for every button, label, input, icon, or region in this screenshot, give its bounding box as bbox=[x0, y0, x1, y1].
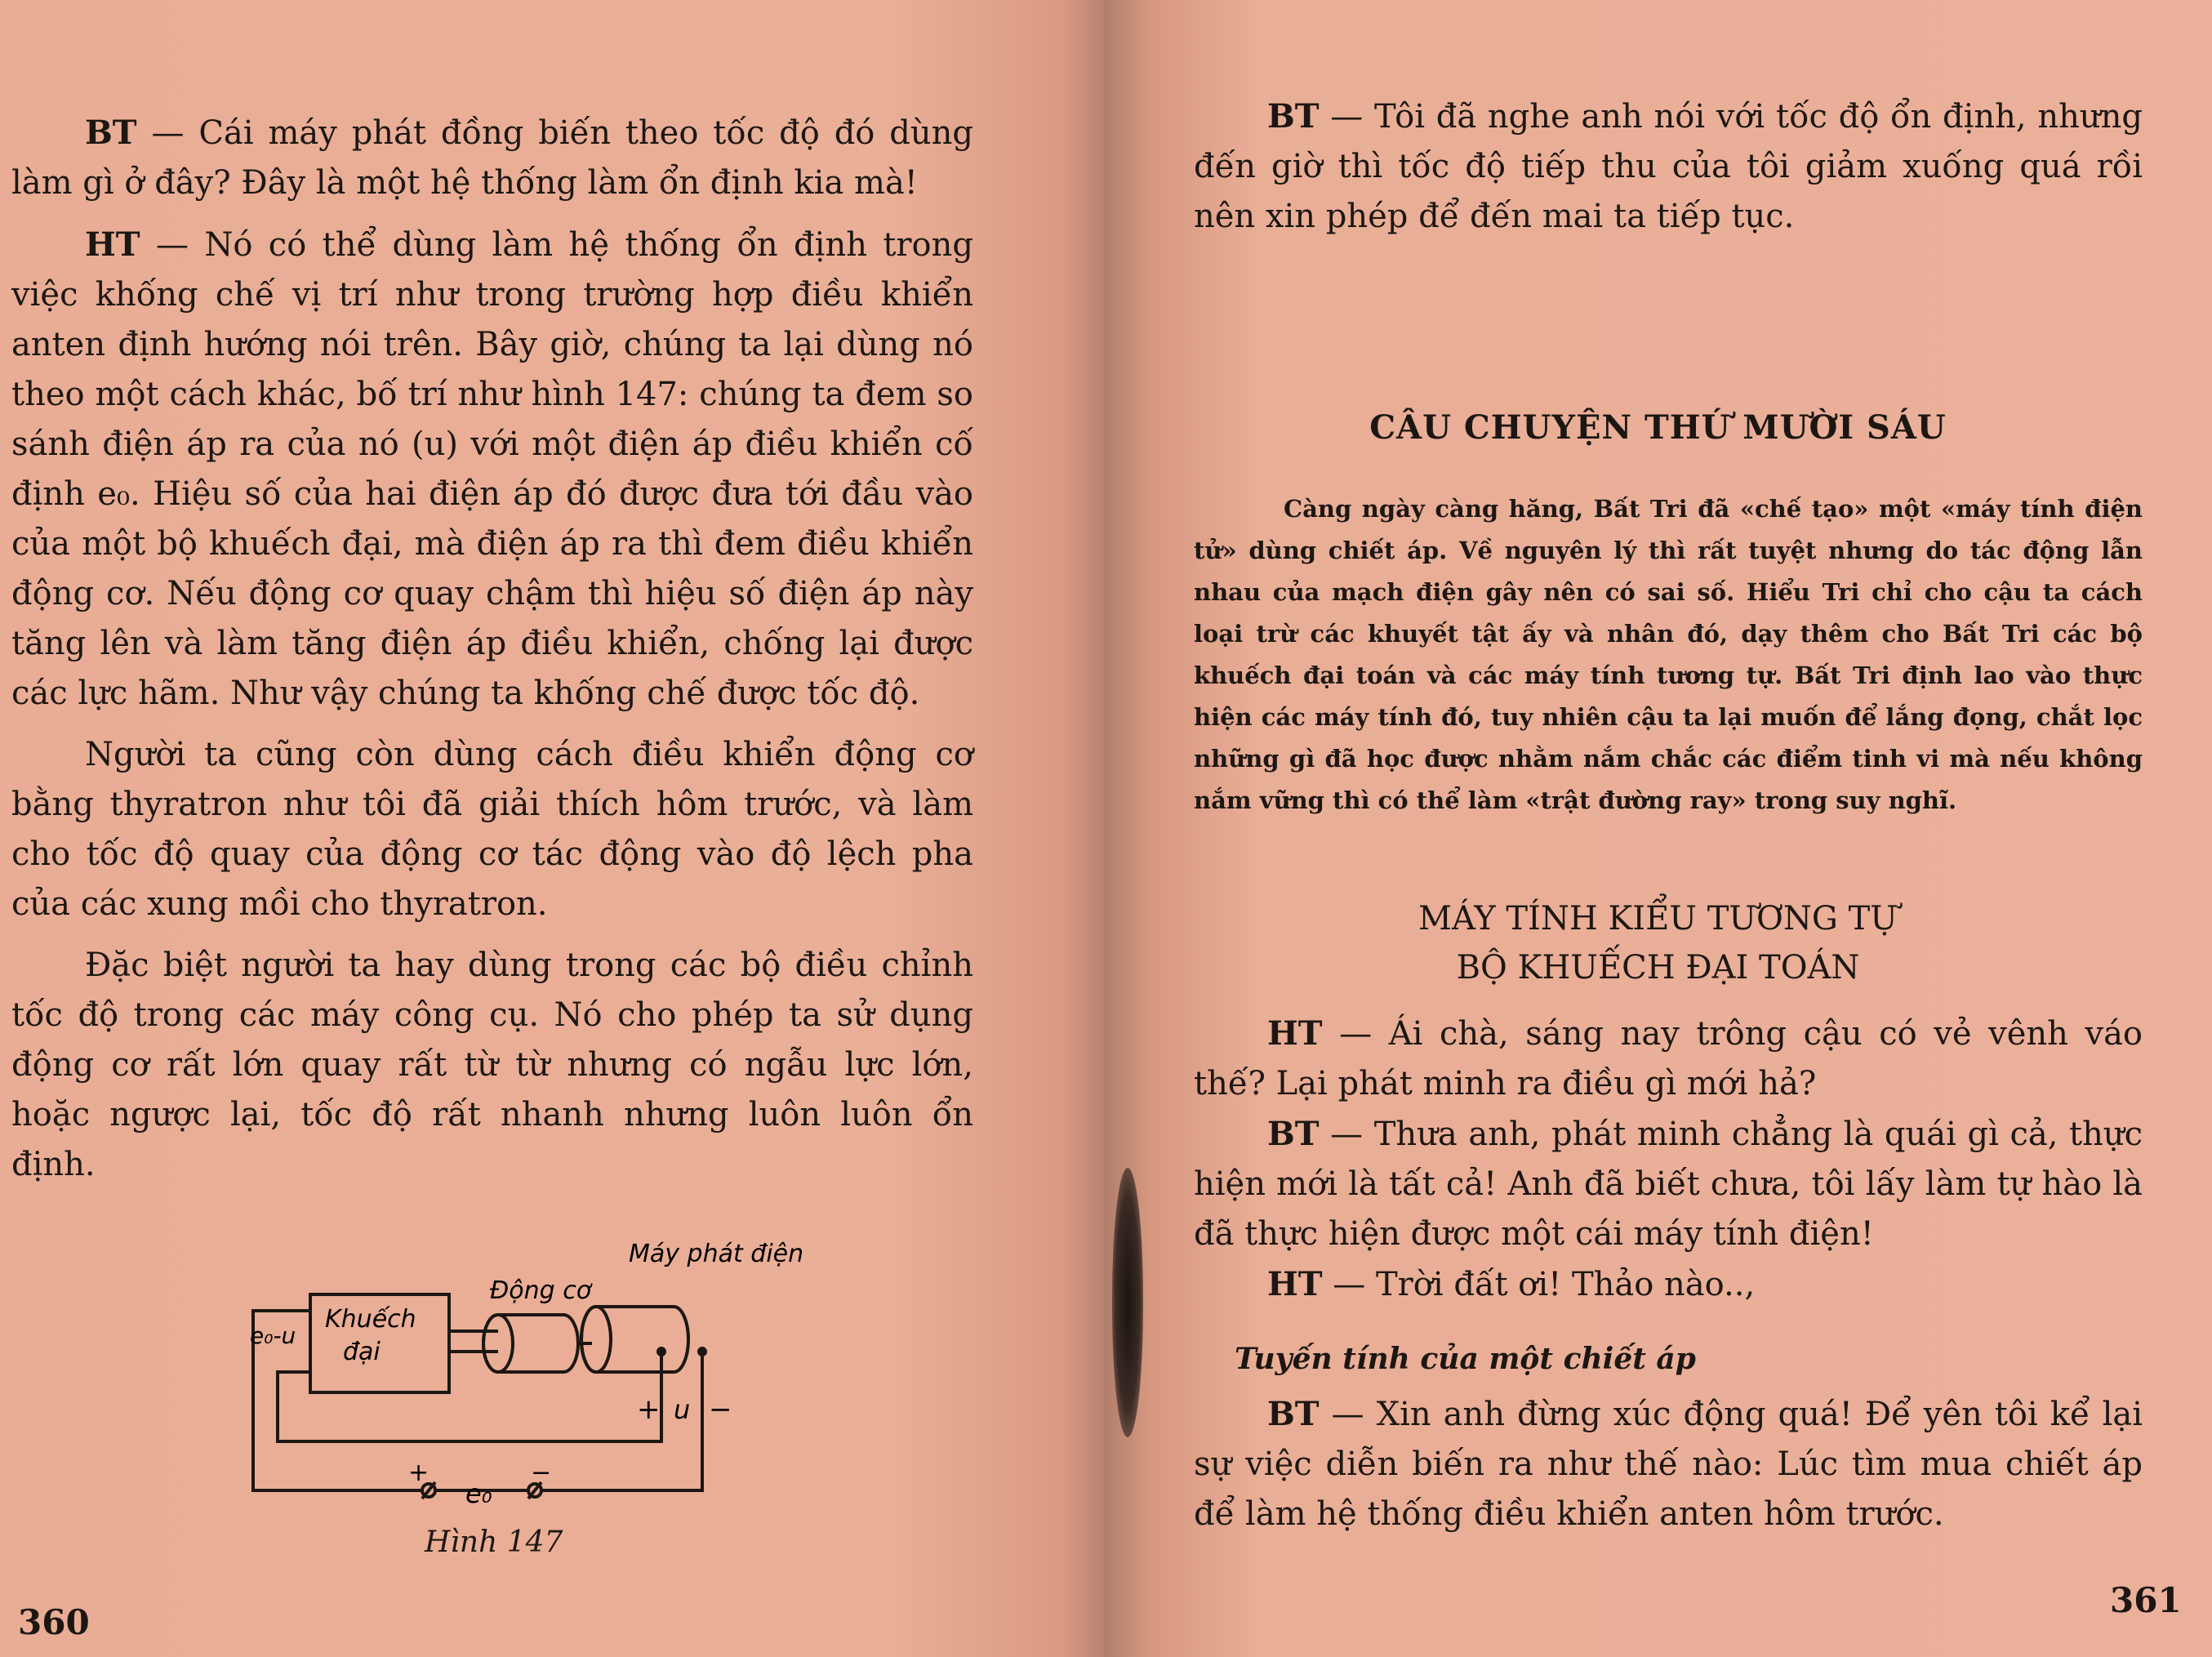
right-page-body-text bbox=[1194, 1009, 2143, 1539]
paragraph bbox=[1194, 1389, 2143, 1539]
generator-shape bbox=[581, 1307, 688, 1372]
paragraph-text: — Tôi đã nghe anh nói với tốc độ ổn định, nhưng đến giờ thì tốc độ tiếp thu của tôi giảm xuống quá rồi nên xin phép để đến mai ta tiếp tục. bbox=[1194, 98, 2143, 235]
paragraph-text: — Cái máy phát đồng biến theo tốc độ đó dùng làm gì ở đây? Đây là một hệ thống làm ổn định kia mà! bbox=[11, 114, 973, 202]
paragraph bbox=[11, 220, 973, 719]
figure-caption: Hình 147 bbox=[425, 1526, 563, 1559]
speaker-label: HT bbox=[85, 225, 140, 264]
paragraph bbox=[1194, 1259, 2143, 1310]
left-page-text bbox=[11, 108, 973, 1190]
paragraph-text: — Trời đất ơi! Thảo nào.., bbox=[1322, 1266, 1756, 1303]
paragraph bbox=[1194, 91, 2143, 242]
chapter-title: CÂU CHUYỆN THỨ MƯỜI SÁU bbox=[1369, 408, 1947, 447]
minus-sign: − bbox=[709, 1393, 732, 1426]
generator-label: Máy phát điện bbox=[629, 1240, 804, 1268]
amplifier-label-line2: đại bbox=[343, 1338, 381, 1366]
paragraph: Người ta cũng còn dùng cách điều khiển động cơ bằng thyratron như tôi đã giải thích hôm trước, và làm cho tốc độ quay của động cơ tác động vào độ lệch pha của các xung mồi cho thyratron. bbox=[11, 736, 973, 923]
left-page bbox=[0, 0, 1104, 1657]
section-title-line2: BỘ KHUẾCH ĐẠI TOÁN bbox=[1456, 949, 1860, 987]
speaker-label: BT bbox=[1267, 97, 1320, 136]
paragraph-text: — Nó có thể dùng làm hệ thống ổn định trong việc khống chế vị trí như trong trường hợp điều khiển anten định hướng nói trên. Bây giờ, chúng ta lại dùng nó theo một cách khác, bố trí như hình 147: chúng ta đem so sánh điện áp ra của nó (u) với một điện áp điều khiển cố định e₀. Hiệu số của hai điện áp đó được đưa tới đầu vào của một bộ khuếch đại, mà điện áp ra thì đem điều khiển động cơ. Nếu động cơ quay chậm thì hiệu số điện áp này tăng lên và làm tăng điện áp điều khiển, chống lại được các lực hãm. Như vậy chúng ta khống chế được tốc độ. bbox=[11, 226, 973, 712]
speaker-label: HT bbox=[1267, 1265, 1323, 1303]
u-label: u bbox=[674, 1394, 691, 1425]
minus-sign: − bbox=[531, 1459, 552, 1487]
paragraph-text: — Ái chà, sáng nay trông cậu có vẻ vênh váo thế? Lại phát minh ra điều gì mới hả? bbox=[1194, 1015, 2143, 1102]
page-number: 361 bbox=[2110, 1580, 2182, 1620]
page-number: 360 bbox=[18, 1602, 90, 1642]
amplifier-label-line1: Khuếch bbox=[325, 1305, 416, 1334]
generator-end bbox=[581, 1307, 611, 1372]
right-page bbox=[1104, 0, 2212, 1657]
paragraph bbox=[11, 108, 973, 208]
paragraph bbox=[1194, 1009, 2143, 1109]
feedback-loop-wire bbox=[253, 1311, 702, 1490]
paragraph-text: — Xin anh đừng xúc động quá! Để yên tôi kể lại sự việc diễn biến ra như thế nào: Lúc tìm mua chiết áp để làm hệ thống điều khiển anten hôm trước. bbox=[1194, 1396, 2143, 1533]
e0-label: e₀ bbox=[465, 1478, 492, 1509]
motor-shape bbox=[483, 1315, 578, 1372]
speaker-label: HT bbox=[1267, 1014, 1323, 1053]
right-page-top-text bbox=[1194, 91, 2143, 242]
paragraph-text: — Thưa anh, phát minh chẳng là quái gì cả, thực hiện mới là tất cả! Anh đã biết chưa, tôi lấy làm tự hào là đã thực hiện được một cái máy tính điện! bbox=[1194, 1116, 2143, 1253]
italic-subheading: Tuyến tính của một chiết áp bbox=[1235, 1342, 1696, 1376]
input-voltage-label: e₀-u bbox=[250, 1322, 296, 1349]
binding-hole bbox=[1112, 1168, 1143, 1437]
paragraph bbox=[1194, 1109, 2143, 1259]
plus-sign: + bbox=[637, 1393, 661, 1426]
paragraph: Đặc biệt người ta hay dùng trong các bộ điều chỉnh tốc độ trong các máy công cụ. Nó cho phép ta sử dụng động cơ rất lớn quay rất từ từ nhưng có ngẫu lực lớn, hoặc ngược lại, tốc độ rất nhanh nhưng luôn luôn ổn định. bbox=[11, 947, 973, 1183]
speaker-label: BT bbox=[1267, 1395, 1320, 1433]
motor-end bbox=[483, 1315, 513, 1372]
chapter-intro: Càng ngày càng hăng, Bất Tri đã «chế tạo» một «máy tính điện tử» dùng chiết áp. Về nguyên lý thì rất tuyệt nhưng do tác động lẫn nhau của mạch điện gây nên có sai số. Hiểu Tri chỉ cho cậu ta cách loại trừ các khuyết tật ấy và nhân đó, dạy thêm cho Bất Tri các bộ khuếch đại toán và các máy tính tương tự. Bất Tri định lao vào thực hiện các máy tính đó, tuy nhiên cậu ta lại muốn để lắng đọng, chắt lọc những gì đã học được nhằm nắm chắc các điểm tinh vi mà nếu không nắm vững thì có thể làm «trật đường ray» trong suy nghĩ. bbox=[1194, 495, 2143, 814]
speaker-label: BT bbox=[85, 114, 137, 152]
terminal bbox=[699, 1348, 705, 1355]
section-title-line1: MÁY TÍNH KIỂU TƯƠNG TỰ bbox=[1418, 900, 1898, 938]
speaker-label: BT bbox=[1267, 1115, 1320, 1153]
terminal bbox=[658, 1348, 665, 1355]
plus-sign: + bbox=[408, 1459, 429, 1487]
motor-label: Động cơ bbox=[490, 1276, 592, 1305]
